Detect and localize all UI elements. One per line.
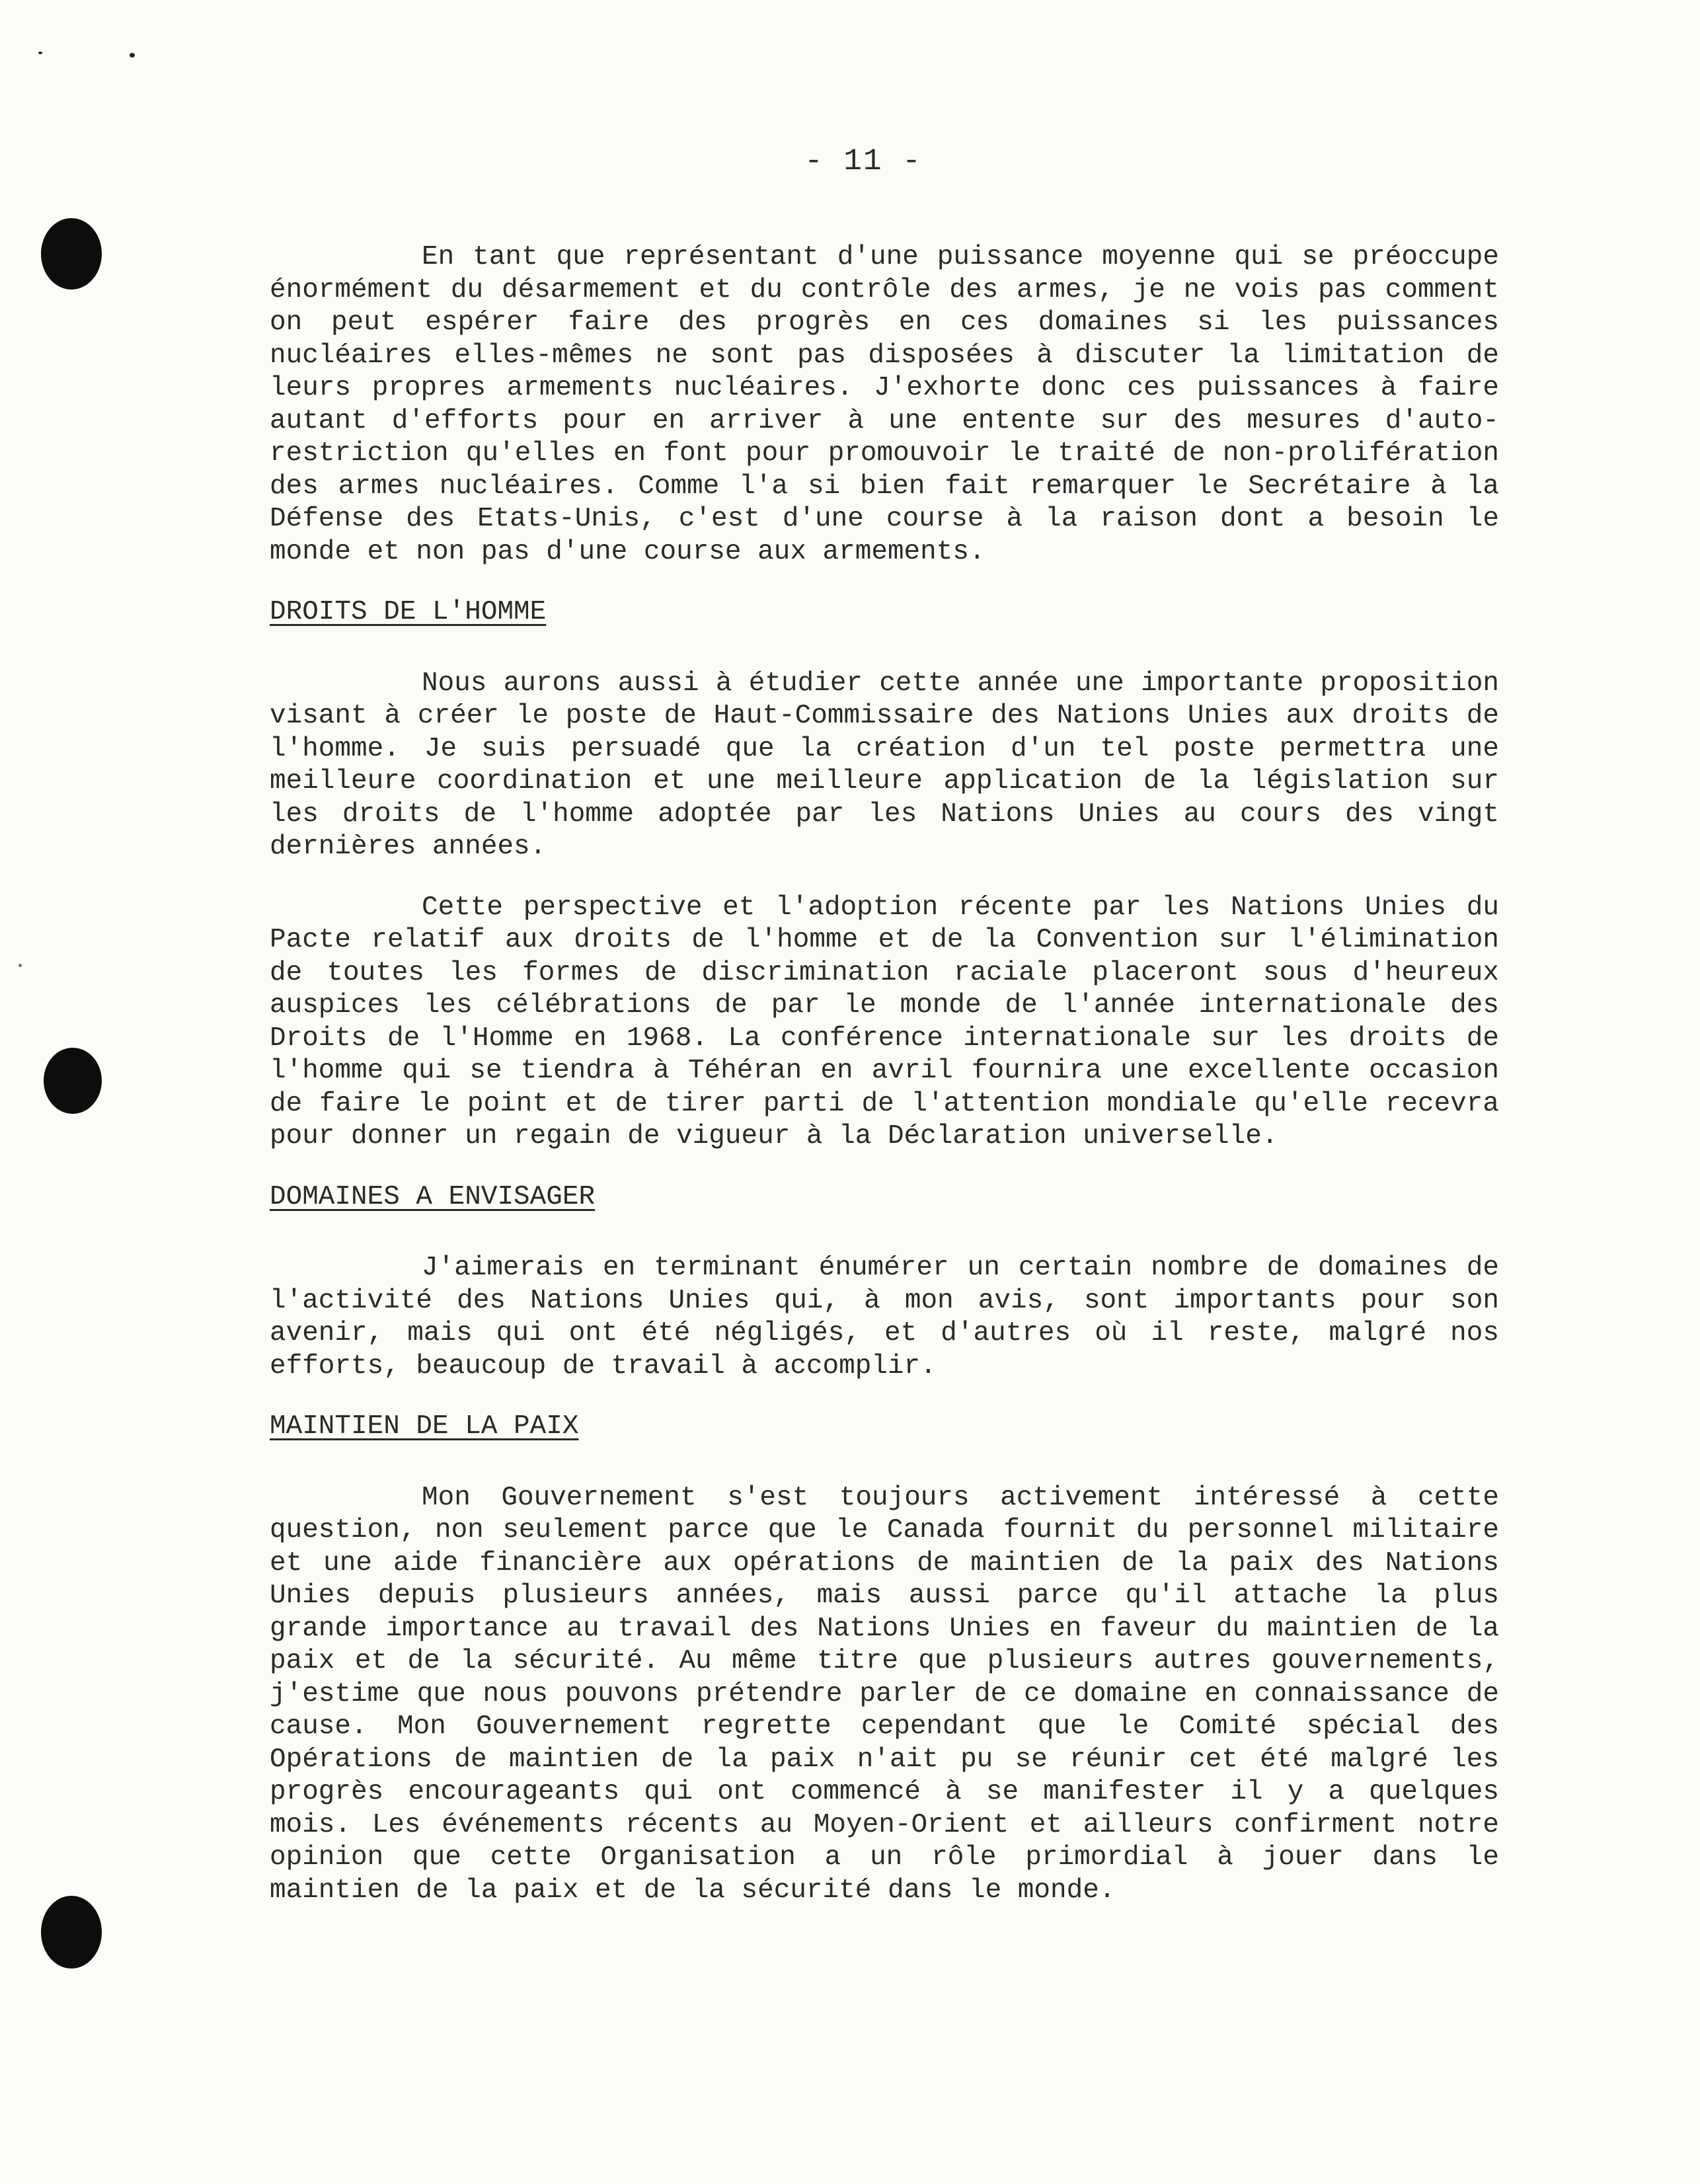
peacekeeping-paragraph: Mon Gouvernement s'est toujours activement intéressé à cette question, non seulement parce que le Canada fournit du personnel militaire et une aide financière aux opérations de maintien de la paix des Nations Unies depuis plusieurs années, mais aussi parce qu'il attache la plus grande importance au travail des Nations Unies en faveur du maintien de la paix et de la sécurité. Au même titre que plusieurs autres gouvernements, j'estime que nous pouvons prétendre parler de ce domaine en connaissance de cause. Mon Gouvernement regrette cependant que le Comité spécial des Opérations de maintien de la paix n'ait pu se réunir cet été malgré les progrès encourageants qui ont commencé à se manifester il y a quelques mois. Les événements récents au Moyen-Orient et ailleurs confirment notre opinion que cette Organisation a un rôle primordial à jouer dans le maintien de la paix et de la sécurité dans le monde.	[270, 1482, 1499, 1906]
human-rights-paragraph-2: Cette perspective et l'adoption récente par les Nations Unies du Pacte relatif aux droits de l'homme et de la Convention sur l'élimination de toutes les formes de discrimination raciale placeront sous d'heureux auspices les célébrations de par le monde de l'année internationale des Droits de l'Homme en 1968. La conférence internationale sur les droits de l'homme qui se tiendra à Téhéran en avril fournira une excellente occasion de faire le point et de tirer parti de l'attention mondiale qu'elle recevra pour donner un regain de vigueur à la Déclaration universelle.	[270, 892, 1499, 1151]
scan-speck	[38, 52, 42, 54]
scan-speck	[130, 53, 135, 58]
heading-peacekeeping: MAINTIEN DE LA PAIX	[270, 1411, 579, 1442]
punch-hole	[44, 1048, 102, 1114]
intro-paragraph: En tant que représentant d'une puissance moyenne qui se préoccupe énormément du désarmement et du contrôle des armes, je ne vois pas comment on peut espérer faire des progrès en ces domaines si les puissances nucléaires elles-mêmes ne sont pas disposées à discuter la limitation de leurs propres armements nucléaires. J'exhorte donc ces puissances à faire autant d'efforts pour en arriver à une entente sur des mesures d'auto-restriction qu'elles en font pour promouvoir le traité de non-prolifération des armes nucléaires. Comme l'a si bien fait remarquer le Secrétaire à la Défense des Etats-Unis, c'est d'une course à la raison dont a besoin le monde et non pas d'une course aux armements.	[270, 242, 1499, 567]
document-body	[270, 241, 1499, 1907]
punch-hole	[41, 218, 102, 290]
areas-paragraph: J'aimerais en terminant énumérer un certain nombre de domaines de l'activité des Nations Unies qui, à mon avis, sont importants pour son avenir, mais qui ont été négligés, et d'autres où il reste, malgré nos efforts, beaucoup de travail à accomplir.	[270, 1253, 1499, 1382]
human-rights-paragraph-1: Nous aurons aussi à étudier cette année une importante proposition visant à créer le poste de Haut-Commissaire des Nations Unies aux droits de l'homme. Je suis persuadé que la création d'un tel poste permettra une meilleure coordination et une meilleure application de la législation sur les droits de l'homme adoptée par les Nations Unies au cours des vingt dernières années.	[270, 668, 1499, 862]
scan-speck	[19, 964, 22, 967]
punch-hole	[41, 1896, 102, 1969]
heading-areas: DOMAINES A ENVISAGER	[270, 1181, 596, 1212]
heading-human-rights: DROITS DE L'HOMME	[270, 597, 547, 627]
page-number: - 11 -	[804, 144, 922, 178]
